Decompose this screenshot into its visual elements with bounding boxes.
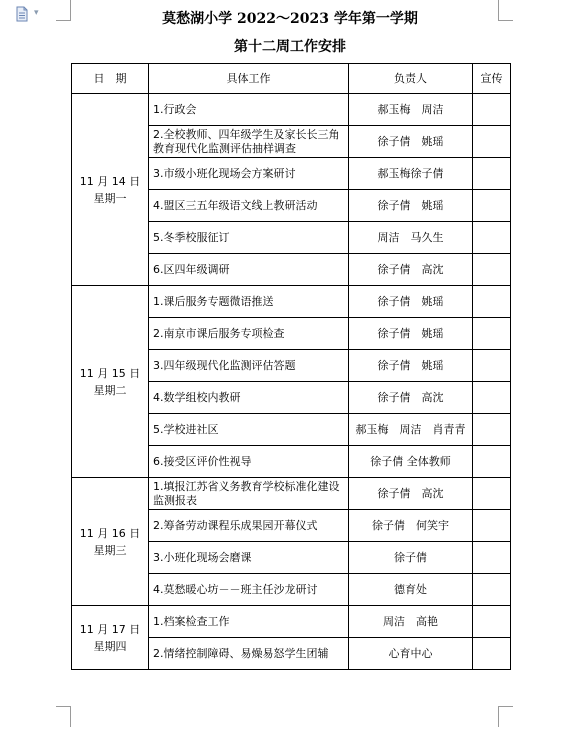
- work-cell: 1.填报江苏省义务教育学校标准化建设监测报表: [149, 478, 349, 510]
- header-date: 日 期: [72, 64, 149, 94]
- publicity-cell: [473, 382, 511, 414]
- owner-cell: 徐子倩 高沈: [349, 254, 473, 286]
- publicity-cell: [473, 414, 511, 446]
- publicity-cell: [473, 350, 511, 382]
- weekday-text: 星期三: [93, 543, 127, 557]
- work-cell: 2.全校教师、四年级学生及家长长三角教育现代化监测评估抽样调查: [149, 126, 349, 158]
- date-text: 11 月 16 日: [79, 526, 141, 540]
- owner-cell: 徐子倩 何笑宇: [349, 510, 473, 542]
- work-cell: 1.档案检查工作: [149, 606, 349, 638]
- publicity-cell: [473, 510, 511, 542]
- publicity-cell: [473, 318, 511, 350]
- work-cell: 1.行政会: [149, 94, 349, 126]
- schedule-body: [72, 94, 511, 670]
- work-cell: 5.冬季校服征订: [149, 222, 349, 254]
- header-owner: 负责人: [349, 64, 473, 94]
- publicity-cell: [473, 158, 511, 190]
- owner-cell: 徐子倩 高沈: [349, 478, 473, 510]
- publicity-cell: [473, 286, 511, 318]
- work-cell: 6.区四年级调研: [149, 254, 349, 286]
- work-cell: 5.学校进社区: [149, 414, 349, 446]
- margin-mark-bottom-right: [498, 706, 513, 727]
- owner-cell: 郝玉梅 周洁: [349, 94, 473, 126]
- work-cell: 2.筹备劳动课程乐成果园开幕仪式: [149, 510, 349, 542]
- document-title: 莫愁湖小学 2022～2023 学年第一学期: [162, 11, 418, 27]
- owner-cell: 徐子倩 姚瑶: [349, 190, 473, 222]
- header-work: 具体工作: [149, 64, 349, 94]
- weekday-text: 星期一: [93, 191, 127, 205]
- date-text: 11 月 17 日: [79, 622, 141, 636]
- table-row: [72, 478, 511, 510]
- date-text: 11 月 15 日: [79, 366, 141, 380]
- owner-cell: 徐子倩 姚瑶: [349, 286, 473, 318]
- owner-cell: 徐子倩 姚瑶: [349, 318, 473, 350]
- work-cell: 4.盟区三五年级语文线上教研活动: [149, 190, 349, 222]
- date-cell: [72, 478, 149, 606]
- publicity-cell: [473, 478, 511, 510]
- owner-cell: 郝玉梅徐子倩: [349, 158, 473, 190]
- document-subtitle: 第十二周工作安排: [234, 39, 346, 55]
- work-cell: 6.接受区评价性视导: [149, 446, 349, 478]
- owner-cell: 徐子倩: [349, 542, 473, 574]
- header-publicity: 宣传: [473, 64, 511, 94]
- owner-cell: 徐子倩 姚瑶: [349, 350, 473, 382]
- owner-cell: 徐子倩 全体教师: [349, 446, 473, 478]
- schedule-table: [71, 63, 511, 670]
- chevron-down-icon[interactable]: ▾: [34, 8, 39, 18]
- owner-cell: 心育中心: [349, 638, 473, 670]
- owner-cell: 德育处: [349, 574, 473, 606]
- table-row: [72, 286, 511, 318]
- date-cell: [72, 286, 149, 478]
- work-cell: 3.市级小班化现场会方案研讨: [149, 158, 349, 190]
- margin-mark-bottom-left: [56, 706, 71, 727]
- date-cell: [72, 94, 149, 286]
- publicity-cell: [473, 574, 511, 606]
- table-row: [72, 606, 511, 638]
- work-cell: 4.莫愁暖心坊－－班主任沙龙研讨: [149, 574, 349, 606]
- weekday-text: 星期二: [93, 383, 127, 397]
- date-text: 11 月 14 日: [79, 174, 141, 188]
- owner-cell: 郝玉梅 周洁 肖青青: [349, 414, 473, 446]
- work-cell: 2.情绪控制障碍、易燥易怒学生团辅: [149, 638, 349, 670]
- work-cell: 2.南京市课后服务专项检查: [149, 318, 349, 350]
- work-cell: 3.四年级现代化监测评估答题: [149, 350, 349, 382]
- table-row: [72, 94, 511, 126]
- publicity-cell: [473, 542, 511, 574]
- owner-cell: 周洁 马久生: [349, 222, 473, 254]
- publicity-cell: [473, 126, 511, 158]
- weekday-text: 星期四: [93, 639, 127, 653]
- publicity-cell: [473, 606, 511, 638]
- publicity-cell: [473, 446, 511, 478]
- work-cell: 3.小班化现场会磨课: [149, 542, 349, 574]
- publicity-cell: [473, 638, 511, 670]
- owner-cell: 徐子倩 姚瑶: [349, 126, 473, 158]
- work-cell: 1.课后服务专题微语推送: [149, 286, 349, 318]
- publicity-cell: [473, 190, 511, 222]
- owner-cell: 周洁 高艳: [349, 606, 473, 638]
- owner-cell: 徐子倩 高沈: [349, 382, 473, 414]
- date-cell: [72, 606, 149, 670]
- work-cell: 4.数学组校内教研: [149, 382, 349, 414]
- publicity-cell: [473, 222, 511, 254]
- publicity-cell: [473, 254, 511, 286]
- publicity-cell: [473, 94, 511, 126]
